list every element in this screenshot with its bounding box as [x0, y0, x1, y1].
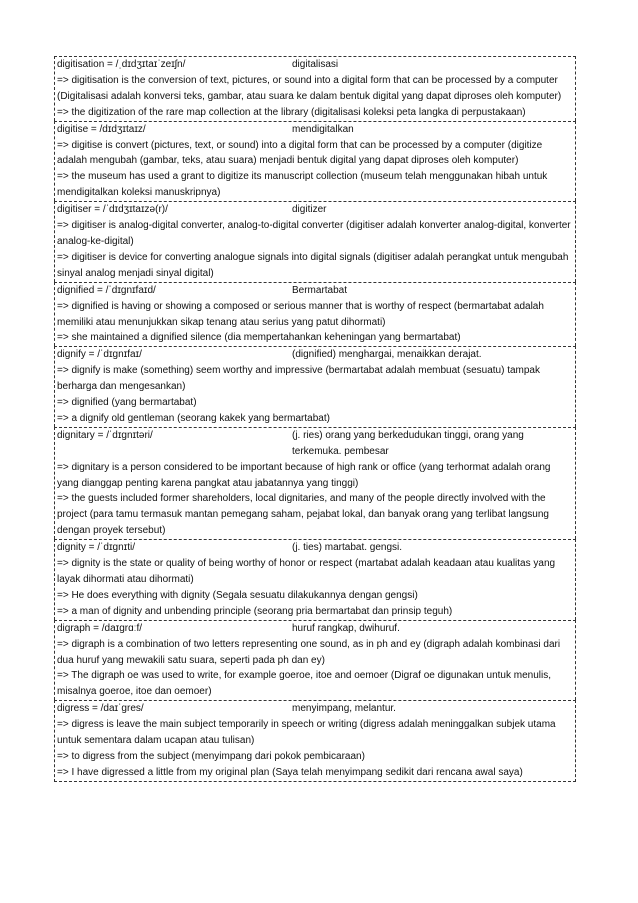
- entry-header: [57, 621, 573, 637]
- entry-definition-line: => dignify is make (something) seem worthy and impressive (bermartabat adalah membuat (sesuatu) tampak berharga dan mengesankan): [57, 365, 540, 393]
- dictionary-entry: [54, 121, 576, 202]
- entry-definition-line: => digitiser is analog-digital converter, analog-to-digital converter (digitiser adalah konverter analog-digital, konverter analog-ke-digital): [57, 220, 571, 247]
- entry-definition-line: => digitiser is device for converting analogue signals into digital signals (digitiser adalah perangkat untuk mengubah sinyal analog menjadi sinyal digital): [57, 251, 569, 279]
- headword-meaning: (j. ries) orang yang berkedudukan tinggi, orang yang terkemuka. pembesar: [292, 429, 524, 457]
- headword-meaning: mendigitalkan: [292, 123, 354, 135]
- headword-meaning: digitizer: [292, 204, 327, 216]
- entry-definition-line: => to digress from the subject (menyimpang dari pokok pembicaraan): [57, 750, 365, 762]
- entry-header: [57, 701, 573, 717]
- entry-definition-line: => she maintained a dignified silence (dia mempertahankan keheningan yang bermartabat): [57, 332, 461, 344]
- entry-definition-line: => dignified (yang bermartabat): [57, 397, 197, 409]
- dictionary-entry: [54, 620, 576, 701]
- entry-definition-line: => He does everything with dignity (Segala sesuatu dilakukannya dengan gengsi): [57, 589, 418, 601]
- entry-header: [57, 347, 573, 363]
- headword-meaning: (dignified) menghargai, menaikkan derajat.: [292, 349, 482, 361]
- headword-meaning: menyimpang, melantur.: [292, 703, 396, 715]
- headword-pronunciation: dignified = /ˈdɪɡnɪfaɪd/: [57, 284, 156, 296]
- headword-meaning: Bermartabat: [292, 284, 348, 296]
- entry-header: [57, 57, 573, 73]
- entry-header: [57, 283, 573, 299]
- entry-definition-line: => a dignify old gentleman (seorang kakek yang bermartabat): [57, 412, 330, 424]
- entry-header: [57, 202, 573, 218]
- headword-pronunciation: digress = /daɪˈɡres/: [57, 703, 144, 715]
- entry-definition-line: => digitisation is the conversion of text, pictures, or sound into a digital form that can be processed by a computer (Digitalisasi adalah konversi teks, gambar, atau suara ke dalam bentuk digital yang dapat diproses oleh komputer): [57, 74, 562, 102]
- headword-meaning: (j. ties) martabat. gengsi.: [292, 542, 403, 554]
- entry-definition-line: => dignity is the state or quality of being worthy of honor or respect (martabat adalah keadaan atau kualitas yang layak dihormati atau dihormati): [57, 558, 556, 585]
- entry-definition-line: => the museum has used a grant to digitize its manuscript collection (museum telah menggunakan hibah untuk mendigitalkan koleksi manuskripnya): [57, 171, 548, 199]
- entry-definition-line: => the digitization of the rare map collection at the library (digitalisasi koleksi peta langka di perpustakaan): [57, 106, 526, 118]
- headword-pronunciation: dignitary = /ˈdɪɡnɪtəri/: [57, 429, 153, 441]
- headword-pronunciation: dignity = /ˈdɪɡnɪti/: [57, 542, 135, 554]
- dictionary-entry: [54, 201, 576, 282]
- dictionary-entry: [54, 56, 576, 121]
- entry-definition-line: => dignitary is a person considered to be important because of high rank or office (yang terhormat adalah orang yang dianggap penting karena pangkat atau jabatannya yang tinggi): [57, 461, 551, 489]
- headword-meaning: digitalisasi: [292, 59, 339, 70]
- entry-header: [57, 540, 573, 556]
- entry-definition-line: => digitise is convert (pictures, text, or sound) into a digital form that can be processed by a computer (digitize adalah mengubah (gambar, teks, atau suara) menjadi bentuk digital yang dapat diproses oleh komputer): [57, 139, 543, 167]
- headword-pronunciation: digitisation = /ˌdɪdʒɪtaɪˈzeɪʃn/: [57, 59, 186, 70]
- dictionary-entry: [54, 700, 576, 782]
- entry-header: [57, 122, 573, 138]
- headword-pronunciation: dignify = /ˈdɪɡnɪfaɪ/: [57, 349, 142, 361]
- headword-pronunciation: digitiser = /ˈdɪdʒɪtaɪzə(r)/: [57, 204, 168, 216]
- headword-meaning: huruf rangkap, dwihuruf.: [292, 622, 400, 634]
- entry-header: [57, 428, 573, 460]
- entry-definition-line: => dignified is having or showing a composed or serious manner that is worthy of respect (bermartabat adalah memiliki atau menunjukkan sikap tenang atau serius yang patut dihormati): [57, 300, 544, 328]
- headword-pronunciation: digitise = /dɪdʒɪtaɪz/: [57, 123, 146, 135]
- entry-definition-line: => the guests included former shareholders, local dignitaries, and many of the people directly involved with the project (para tamu termasuk mantan pemegang saham, pejabat lokal, dan banyak orang yang terlibat langsung dengan proyek tersebut): [57, 493, 549, 537]
- entry-definition-line: => digress is leave the main subject temporarily in speech or writing (digress adalah meninggalkan subjek utama untuk sementara dalam ucapan atau tulisan): [57, 719, 556, 747]
- entry-definition-line: => I have digressed a little from my original plan (Saya telah menyimpang sedikit dari rencana awal saya): [57, 766, 523, 778]
- dictionary-entry: [54, 539, 576, 620]
- entry-definition-line: => The digraph oe was used to write, for example goeroe, itoe and oemoer (Digraf oe digunakan untuk menulis, misalnya goeroe, itoe dan oemoer): [57, 670, 551, 698]
- dictionary-entry: [54, 427, 576, 539]
- dictionary-page: [54, 56, 576, 782]
- entry-definition-line: => digraph is a combination of two letters representing one sound, as in ph and ey (digraph adalah kombinasi dari dua huruf yang mewakili satu suara, seperti pada ph dan ey): [57, 638, 561, 666]
- entry-definition-line: => a man of dignity and unbending principle (seorang pria bermartabat dan prinsip teguh): [57, 605, 453, 617]
- headword-pronunciation: digraph = /daɪɡrɑːf/: [57, 622, 143, 634]
- dictionary-entry: [54, 346, 576, 427]
- dictionary-entry: [54, 282, 576, 347]
